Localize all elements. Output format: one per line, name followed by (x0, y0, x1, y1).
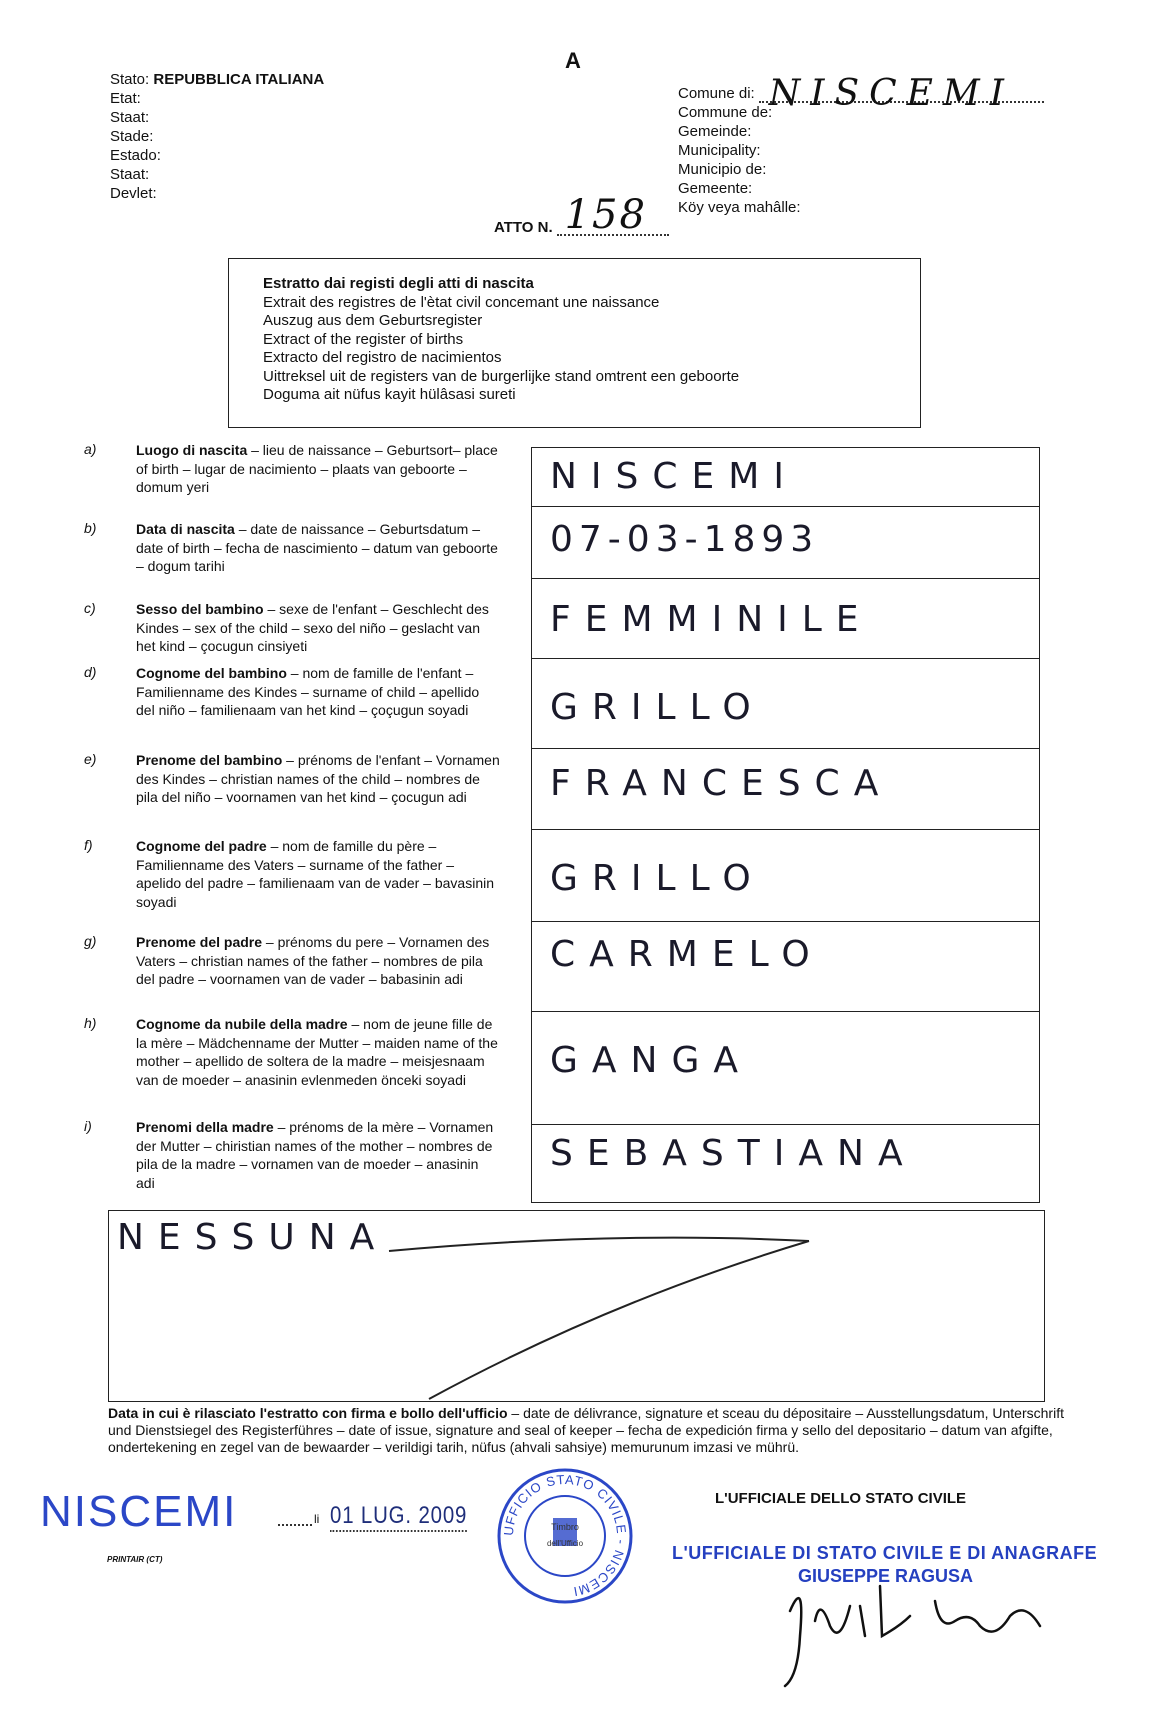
issue-place-dotted-line (278, 1524, 312, 1526)
field-label-child-surname: d) Cognome del bambino – nom de famille de l'enfant – Familienname des Kindes – surname of child – apellido del niño – familienaam van het kind – çoçugun soyadi (84, 664, 480, 718)
extract-title-box (228, 258, 921, 428)
field-label-father-surname: f) Cognome del padre – nom de famille du père – Familienname des Vaters – surname of the father – apelido del padre – familienaam van de vader – bavasinin soyadi (84, 837, 495, 910)
extract-title-tr: Doguma ait nüfus kayit hülâsasi sureti (263, 386, 516, 403)
extract-title-it: Estratto dai registi degli atti di nascita (263, 275, 534, 292)
field-label-birth-date: b) Data di nascita – date de naissance – Geburtsdatum – date of birth – fecha de nascimiento – datum van geboorte – dogum tarihi (84, 520, 498, 574)
field-value-child-name: FRANCESCA (550, 763, 893, 804)
field-label-mother-name: i) Prenomi della madre – prénoms de la mère – Vornamen der Mutter – chiristian names of the mother – nombres de pila de la madre – vornamen van de moeder – anasinin adi (84, 1118, 494, 1191)
extract-title-fr: Extrait des registres de l'ètat civil concemant une naissance (263, 293, 660, 311)
act-number-dotted-line (557, 192, 669, 238)
state-label-es: Estado: (110, 147, 161, 164)
officer-title: L'UFFICIALE DELLO STATO CIVILE (715, 1490, 967, 1507)
field-label-child-name: e) Prenome del bambino – prénoms de l'enfant – Vornamen des Kindes – christian names of the child – nombres de pila del niño – voornamen van het kind – çocugun adi (84, 751, 500, 805)
extract-title-de: Auszug aus dem Geburtsregister (263, 312, 483, 329)
officer-stamp-line-2: GIUSEPPE RAGUSA (798, 1566, 974, 1586)
issue-date-value: 01 LUG. 2009 (330, 1502, 467, 1532)
state-block (110, 70, 324, 203)
field-cell-father-name (532, 921, 1039, 1011)
extract-title-en: Extract of the register of births (263, 330, 464, 348)
seal-center-bottom: dell'Ufficio (546, 1539, 584, 1548)
field-value-father-name: CARMELO (550, 934, 824, 975)
printer-mark: PRINTAIR (CT) (107, 1555, 163, 1564)
form-letter: A (565, 48, 581, 73)
officer-stamp-line-1: L'UFFICIALE DI STATO CIVILE E DI ANAGRAFE (672, 1543, 1098, 1563)
commune-dotted-line (759, 73, 1044, 114)
field-value-child-surname: GRILLO (550, 687, 765, 728)
field-label-sex: c) Sesso del bambino – sexe de l'enfant – Geschlecht des Kindes – sex of the child – sexo del niño – geslacht van het kind – çocugun cinsiyeti (84, 600, 489, 654)
field-cell-child-surname (532, 658, 1039, 748)
state-label-fr: Etat: (110, 90, 141, 107)
field-value-mother-name: SEBASTIANA (550, 1133, 917, 1174)
commune-label-es: Municipio de: (678, 161, 767, 178)
state-value: REPUBBLICA ITALIANA (153, 71, 325, 88)
cancellation-line (109, 1211, 1046, 1403)
seal-ring-text: UFFICIO STATO CIVILE - NISCEMI (500, 1471, 630, 1600)
commune-label-de: Gemeinde: (678, 123, 752, 140)
commune-label-nl: Gemeente: (678, 180, 753, 197)
office-seal (495, 1466, 635, 1606)
field-value-birth-date: 07-03-1893 (550, 519, 820, 560)
notes-box (108, 1210, 1045, 1402)
commune-label: Comune di: (678, 85, 755, 102)
extract-title-nl: Uittreksel uit de registers van de burgerlijke stand omtrent een geboorte (263, 367, 740, 385)
field-value-birth-place: NISCEMI (550, 456, 798, 497)
field-cell-birth-date (532, 506, 1039, 578)
issue-date-prefix: li (314, 1512, 320, 1526)
commune-value: NISCEMI (768, 73, 1015, 114)
act-number (494, 192, 669, 238)
state-label-nl: Stade: (110, 128, 154, 145)
field-value-father-surname: GRILLO (550, 858, 765, 899)
issue-caption: Data in cui è rilasciato l'estratto con firma e bollo dell'ufficio – date de délivrance, signature et sceau du dépositaire – Ausstellungsdatum, Unterschrift und Dienstsiegel des Registerführes – date of issue, signature and seal of keeper – fecha de expedición firma y sello del depositario – datum van afgifte, ondertekening en zegel van de bewaarder – verildigi tarih, nüfus (ahvali sahsiye) memurunum imzasi ve mührü. (108, 1405, 1064, 1455)
act-number-value: 158 (564, 192, 647, 238)
field-value-sex: FEMMINILE (550, 599, 873, 640)
field-value-mother-maiden-name: GANGA (550, 1040, 752, 1081)
act-number-label: ATTO N. (494, 219, 553, 236)
field-cell-father-surname (532, 829, 1039, 921)
state-line (110, 70, 324, 89)
field-label-father-name: g) Prenome del padre – prénoms du pere – Vornamen des Vaters – christian names of the father – nombres de pila del padre – voornamen van de vader – babasinin adi (84, 933, 490, 987)
seal-center-top: Timbro (551, 1522, 579, 1532)
extract-title-es: Extracto del registro de nacimientos (263, 349, 502, 366)
state-label-de: Staat: (110, 109, 150, 126)
state-label-de2: Staat: (110, 166, 150, 183)
commune-label-fr: Commune de: (678, 104, 773, 121)
field-label-mother-maiden-name: h) Cognome da nubile della madre – nom de jeune fille de la mère – Mädchenname der Mutter – maiden name of the mother – apellido de soltera de la madre – meisjesnaam van de moeder – anasinin evlenmeden önceki soyadi (84, 1015, 498, 1088)
fields-table (531, 447, 1040, 1203)
state-label-tr: Devlet: (110, 185, 157, 202)
field-label-birth-place: a) Luogo di nascita – lieu de naissance – Geburtsort– place of birth – lugar de nacimiento – plaats van geboorte – domum yeri (84, 441, 498, 495)
field-cell-sex (532, 578, 1039, 658)
field-cell-birth-place (532, 448, 1039, 506)
field-cell-mother-name (532, 1124, 1039, 1204)
field-cell-child-name (532, 748, 1039, 829)
commune-label-tr: Köy veya mahâlle: (678, 199, 801, 216)
officer-signature (770, 1566, 1070, 1696)
issue-place-stamp: NISCEMI (40, 1487, 238, 1536)
field-cell-mother-maiden-name (532, 1011, 1039, 1124)
state-label: Stato: (110, 71, 150, 88)
commune-block (678, 73, 1044, 217)
notes-value: NESSUNA (117, 1217, 389, 1258)
commune-label-en: Municipality: (678, 142, 761, 159)
